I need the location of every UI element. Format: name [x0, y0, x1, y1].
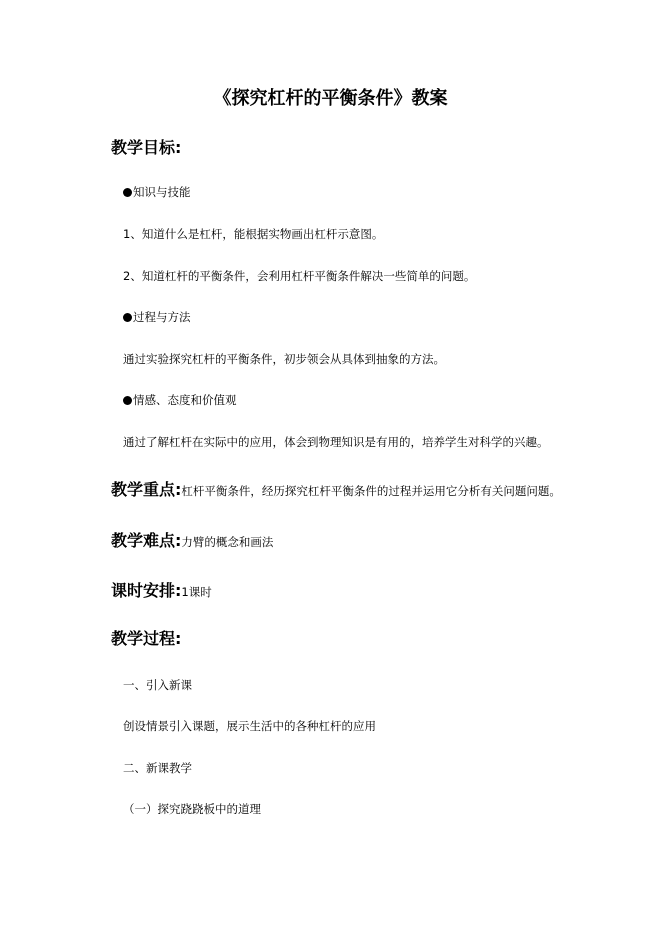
key-point-heading: 教学重点: [111, 480, 182, 499]
key-point-row [111, 482, 561, 498]
key-point-text: 杠杆平衡条件，经历探究杠杆平衡条件的过程并运用它分析有关问题问题。 [181, 484, 561, 498]
step-1-title: 一、引入新课 [123, 678, 192, 692]
schedule-text: 1课时 [181, 585, 212, 599]
process-method-text: 过程与方法 [133, 310, 191, 324]
bullet-icon [123, 188, 132, 197]
knowledge-item-1: 1、知道什么是杠杆，能根据实物画出杠杆示意图。 [123, 227, 384, 241]
step-1-text: 创设情景引入课题，展示生活中的各种杠杆的应用 [123, 719, 376, 733]
schedule-heading: 课时安排: [111, 581, 182, 600]
objectives-heading: 教学目标: [111, 138, 182, 157]
knowledge-skills-text: 知识与技能 [133, 185, 191, 199]
knowledge-skills-label [123, 187, 191, 199]
process-method-content: 通过实验探究杠杆的平衡条件，初步领会从具体到抽象的方法。 [123, 352, 445, 366]
process-heading: 教学过程: [111, 629, 182, 648]
step-2-title: 二、新课教学 [123, 761, 192, 775]
emotion-attitude-content: 通过了解杠杆在实际中的应用，体会到物理知识是有用的，培养学生对科学的兴趣。 [123, 435, 549, 449]
schedule-row [111, 583, 212, 599]
knowledge-item-2: 2、知道杠杆的平衡条件，会利用杠杆平衡条件解决一些简单的问题。 [123, 269, 476, 283]
process-method-label [123, 312, 191, 324]
bullet-icon [123, 396, 132, 405]
difficulty-heading: 教学难点: [111, 531, 182, 550]
bullet-icon [123, 313, 132, 322]
step-2-sub-1: （一）探究跷跷板中的道理 [123, 802, 261, 816]
emotion-attitude-text: 情感、态度和价值观 [133, 393, 237, 407]
emotion-attitude-label [123, 395, 237, 407]
difficulty-row [111, 533, 273, 549]
difficulty-text: 力臂的概念和画法 [181, 535, 274, 549]
document-title: 《探究杠杆的平衡条件》教案 [213, 88, 448, 109]
